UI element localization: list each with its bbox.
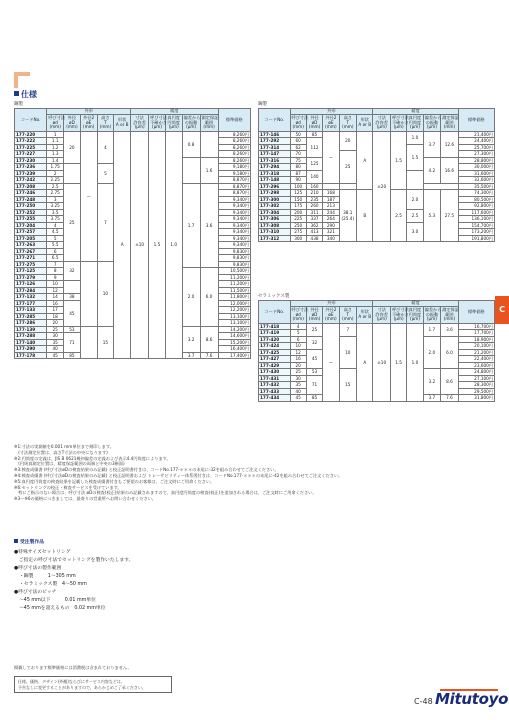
table-row: 177-285 18 13,100円: [16, 313, 249, 319]
table-row: 177-434 45 85 3.7 7.6 31,800円: [260, 395, 493, 401]
made-to-order-section: [14, 539, 133, 613]
table-row: 177-290 40 16,400円: [16, 346, 249, 352]
note-line: ※5:真円度円筒度の検査結果を記載した検査成績書付きもご要望のお客様は、ご注文時にご用命ください。: [14, 478, 215, 484]
section-tab-c[interactable]: C: [495, 296, 509, 324]
table-row: 177-132 14 38 11,800円: [16, 294, 249, 300]
brand-logo: Mitutoyo: [435, 690, 509, 708]
header-col6: 寸法 許容差 (μm): [131, 114, 149, 131]
table-row: 177-271 6.5 9,830円: [16, 255, 249, 261]
table-row: 177-205 5 9,340円: [16, 235, 249, 241]
table-row: 177-284 12 11,500円: [16, 287, 249, 293]
header-col5: 形状 A or B: [114, 114, 131, 131]
page-number: C-48: [414, 697, 433, 706]
table-row: 177-418 4 25 — 7 A ±10 1.5 1.0 1.7 3.6 16,700円: [259, 323, 495, 330]
table-row: 177-222 1.1 8,260円: [16, 138, 249, 144]
table-row: 177-312 300 438 340 191,800円: [260, 235, 493, 241]
header-code: コードNo.: [15, 109, 47, 132]
note-line: (円周真測定位置は、精度保証範囲の両端と中央の3断面): [14, 461, 125, 467]
ceramic-table-caption: セラミックス製: [258, 294, 290, 299]
table-row: 177-208 2.5 25 7 1.7 3.6 8,870円: [15, 183, 251, 190]
made-line: ～45 mm以下 0.01 mm単位: [19, 598, 96, 603]
table-row: 177-242 2.25 8,870円: [16, 177, 249, 183]
table-row: 177-310 275 413 321 173,200円: [260, 229, 493, 235]
note-line: (寸法測定位置は、高さT寸法の中央になります): [14, 449, 108, 455]
table-row: 177-252 3.5 9,340円: [16, 209, 249, 215]
table-row: 177-148 90 32,600円: [260, 177, 493, 183]
table-row: 177-246 2.75 8,870円: [16, 190, 249, 196]
table-row: 177-432 35 28,300円: [260, 382, 493, 388]
tax-note: 掲載しております標準価格には消費税は含まれておりません。: [14, 665, 132, 670]
table-row: 177-263 5.5 9,340円: [16, 242, 249, 248]
table-row: 177-178 45 85 3.7 7.6 17,400円: [16, 352, 249, 358]
table-row: 177-427 16 22,400円: [260, 356, 493, 362]
ceramic-spec-table: コードNo. 外形 精度 標準価格 呼び寸法 ød (mm) 外径 øD (mm) 外径2 øE (mm) 高さ T (mm) 形状 A or B 寸法 許容差 (μm) 呼び寸法 不確かさ (μm) 真円度 円筒度 (μm) 偏差から の振動 (μm) 測定保証 範囲 (mm) 177-418 4 25 — 7 A ±10 1.5 1.0 1.7 3.6 16,700円 177-419 5 17,700円 177-420 6 32 10 2.0 6.0 18,900円 177-424 10 20,100円 177-425 12 45 21,200円 177-427 16 22,400円 177-429 20 23,600円 177-430 25 53 15 3.2 8.6 24,800円 177-431 30 71 27,100円 177-432 35 28,300円 177-433 40 29,500円 177-434 45 85 3.7 7.6 31,800円: [260, 300, 493, 401]
table-row: 177-286 20 13,100円: [16, 320, 249, 326]
made-line: ・鋼製 1～305 mm: [19, 574, 76, 579]
header-col2: 外径 øD (mm): [64, 114, 81, 131]
table-row: 177-318 87 140 31,600円: [259, 170, 495, 177]
table-row: 177-220 1 20 — 4 A ±10 1.5 1.0 0.8 8,260円: [15, 131, 251, 138]
made-line: ●呼び寸法のピッチ: [14, 590, 57, 595]
note-line: ※3:検査成績書 (呼び寸法øDの検査結果のみ記載) と校正証明書付きは、コードNo.177-＊＊＊の末尾に-32を組み合わせてご注文ください。: [14, 467, 279, 473]
table-row: 177-227 1.3 8,260円: [16, 151, 249, 157]
table-row: 177-429 20 23,600円: [260, 362, 493, 368]
table-row: 177-204 4 9,340円: [16, 222, 249, 228]
note-line: ※4:検査成績書 (呼び寸法øDの検査結果のみ記載) と校正証明書および トレーサビリティー体系図付きは、コードNo.177-＊＊＊の末尾に-42を組み合わせてご注文ください。: [14, 472, 343, 478]
table-row: 177-177 16 45 12,000円: [15, 300, 251, 307]
table-row: 177-279 9 11,200円: [16, 274, 249, 280]
table-row: 177-230 1.4 1.6 8,260円: [15, 157, 251, 164]
table-row: 177-275 7 32 10 9,830円: [15, 261, 251, 268]
table-row: 177-288 30 71 14,600円: [15, 333, 251, 340]
header-gaikei: 外形: [47, 109, 131, 115]
header-col8: 真円度 円筒度 (μm): [165, 114, 182, 131]
header-col1: 呼び寸法 ød (mm): [47, 114, 64, 131]
table-row: 177-146 50 85 — 20 A ±20 1.5 1.0 3.7 12.6 21,400円: [259, 131, 495, 138]
table-row: 177-425 12 45 21,200円: [259, 349, 495, 356]
footnotes: [14, 444, 492, 502]
left-table-caption: 鋼製: [14, 102, 23, 107]
table-row: 177-139 25 53 15 3.2 8.6 14,200円: [15, 326, 251, 333]
corner-mark: [14, 72, 30, 88]
disclaimer-box: 仕様、価格、デザイン(外観)ならびにサービス内容などは、 予告なしに変更することがありますので、あらかじめご了承ください。: [14, 676, 172, 693]
header-col4: 高さ T (mm): [97, 114, 114, 131]
header-seido: 精度: [131, 109, 218, 115]
made-line: ・セラミックス製 4～50 mm: [19, 582, 87, 587]
made-line: ●特殊サイズセットリング: [14, 550, 71, 555]
table-row: 177-298 125 210 168 38.1 (25.4) B 2.5 2.0 5.3 27.5 74,300円: [259, 190, 495, 197]
table-row: 177-314 62 1.5 25,700円: [259, 144, 495, 151]
table-row: 177-296 100 160 35,500円: [260, 183, 493, 189]
table-row: 177-147 70 25 27,300円: [259, 151, 495, 158]
table-row: 177-300 150 235 187 80,500円: [260, 196, 493, 202]
table-row: 177-248 3 9,340円: [16, 196, 249, 202]
table-row: 177-225 1.2 8,260円: [16, 144, 249, 150]
table-row: 177-140 35 15,200円: [16, 339, 249, 345]
steel-spec-table-left: [14, 108, 251, 359]
made-line: ご指定の呼び寸法でセットリングを製作いたします。: [14, 558, 134, 563]
table-row: 177-257 4.5 9,340円: [16, 229, 249, 235]
table-row: 177-236 1.75 5 9,180円: [15, 164, 251, 171]
table-row: 177-431 30 71 27,100円: [259, 375, 495, 382]
table-row: 177-126 10 11,200円: [15, 281, 251, 288]
table-row: 177-239 2 9,180円: [16, 170, 249, 176]
table-row: 177-133 17 12,200円: [16, 307, 249, 313]
made-line: ●呼び寸法の製作範囲: [14, 566, 62, 571]
table-row: 177-424 10 20,100円: [260, 343, 493, 349]
made-to-order-heading: 受注製作品: [14, 539, 133, 547]
table-row: 177-420 6 32 10 2.0 6.0 18,900円: [259, 336, 495, 343]
note-line: ※6:セットリングの校正・検査サービスを受けています。: [14, 484, 122, 490]
table-row: 177-316 75 125 4.2 16.6 28,800円: [259, 157, 495, 164]
header-price: 標準価格: [218, 109, 250, 132]
table-row: 177-294 80 30,000円: [260, 164, 493, 170]
table-row: 177-419 5 17,700円: [260, 330, 493, 336]
table-row: 177-250 3.25 9,340円: [16, 203, 249, 209]
made-line: ～45 mmを超えるもの 0.02 mm単位: [19, 606, 106, 611]
note-line: ※3～※6の価格につきましては、最寄りの営業所へお問い合わせください。: [14, 496, 157, 502]
table-row: 177-433 40 29,500円: [260, 388, 493, 394]
header-col3: 外径2 øE (mm): [80, 114, 97, 131]
table-row: 177-430 25 53 15 3.2 8.6 24,800円: [259, 369, 495, 376]
page-title: 仕様: [14, 89, 37, 100]
table-row: 177-306 225 337 264 136,100円: [260, 216, 493, 222]
table-row: 177-292 60 112 24,400円: [259, 138, 495, 145]
table-row: 177-304 200 311 244 2.5 117,600円: [259, 209, 495, 216]
steel-spec-table-right: コードNo. 外形 精度 標準価格 呼び寸法 ød (mm) 外径 øD (mm) 外径2 øE (mm) 高さ T (mm) 形状 A or B 寸法 許容差 (μm) 呼び寸法 不確かさ (μm) 真円度 円筒度 (μm) 偏差から の振動 (μm) 測定保証 範囲 (mm) 177-146 50 85 — 20 A ±20 1.5 1.0 3.7 12.6 21,400円 177-292 60 112 24,400円 177-314 62 1.5 25,700円 177-147 70 25 27,300円 177-316 75 125 4.2 16.6 28,800円 177-294 80 30,000円 177-318 87 140 31,600円 177-148 90 32,600円 177-296 100 160 35,500円 177-298 125 210 168 38.1 (25.4) B 2.5 2.0 5.3 27.5 74,300円 177-300 150 235 187 80,500円 177-302 175 260 213 92,800円 177-304 200 311 244 2.5 117,600円 177-306 225 337 264 136,100円 177-308 250 362 290 3.0 154,700円 177-310 275 413 321 173,200円 177-312 300 438 340 191,800円: [260, 108, 493, 241]
table-row: 177-125 8 2.0 6.0 10,500円: [15, 268, 251, 275]
table-row: 177-308 250 362 290 3.0 154,700円: [259, 222, 495, 229]
header-col10: 測定保証 範囲 (mm): [200, 114, 218, 131]
table-row: 177-302 175 260 213 92,800円: [260, 203, 493, 209]
note-line: 特にご指示のない場合は、呼び寸法 øDの検査(校正)結果のみ記載されますので、真円度円筒度の検査(校正)を追加される場合は、ご注文時にご用命ください。: [14, 490, 317, 496]
table-row: 177-267 6 9,830円: [16, 248, 249, 254]
note-line: ※2:円筒度の定義は、JIS B 0621幾何偏差の定義および表示4.4円筒度によります。: [14, 455, 171, 461]
right-table-caption: 鋼製: [258, 102, 267, 107]
note-line: ※1:寸法の実測値を0.001 mm単位まで刻印します。: [14, 444, 114, 449]
header-col7: 呼び寸法 不確かさ (μm): [149, 114, 166, 131]
header-col9: 偏差から の振動 (μm): [182, 114, 200, 131]
table-row: 177-255 3.75 9,340円: [16, 216, 249, 222]
